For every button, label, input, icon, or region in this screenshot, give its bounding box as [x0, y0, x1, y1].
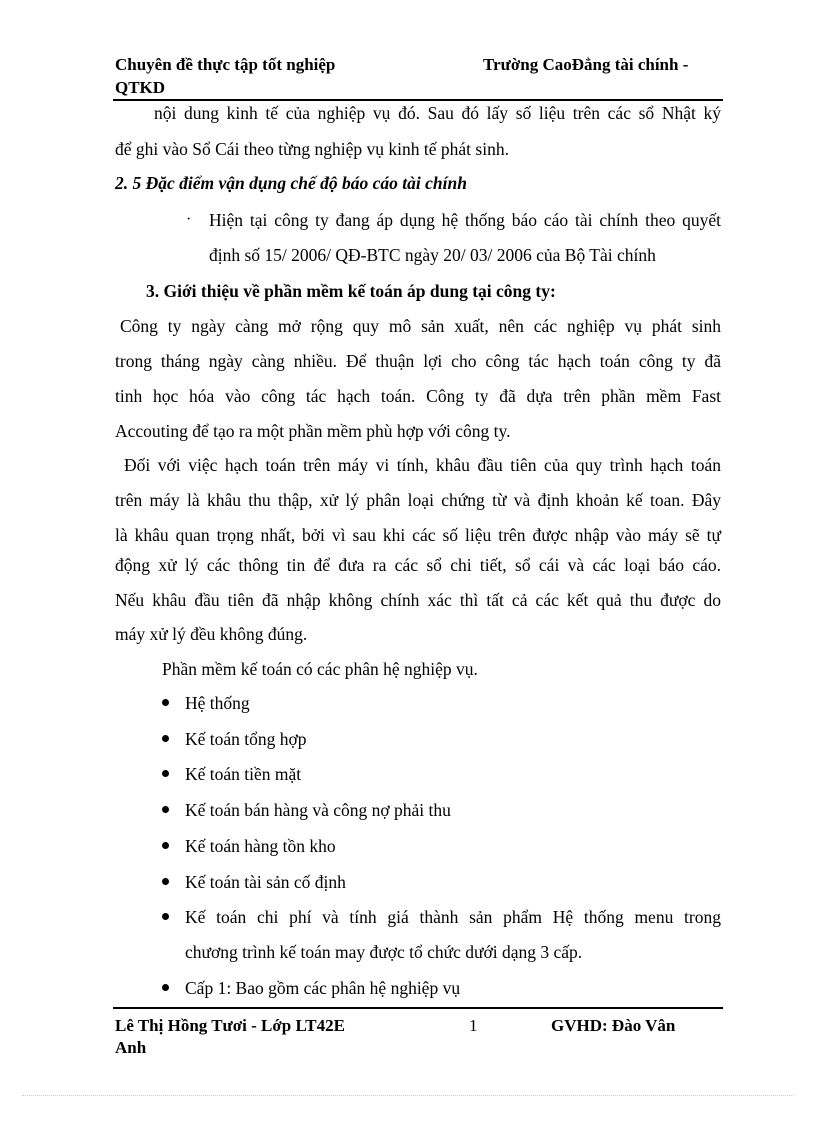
footer-advisor: GVHD: Đào Vân: [551, 1016, 676, 1035]
bullet-disc-icon: [162, 984, 169, 991]
list-item: Cấp 1: Bao gồm các phân hệ nghiệp vụ: [185, 978, 461, 998]
header-title: Chuyên đề thực tập tốt nghiệp: [115, 55, 336, 74]
paragraph-line: nội dung kinh tế của nghiệp vụ đó. Sau đó lấy số liệu trên các sổ Nhật ký: [154, 103, 721, 123]
paragraph-line: trên máy là khâu thu thập, xử lý phân loại chứng từ và định khoản kế toan. Đây: [115, 490, 721, 510]
header-school: Trường CaoĐẳng tài chính -: [483, 55, 689, 74]
list-item: Kế toán chi phí và tính giá thành sản phẩm Hệ thống menu trong: [185, 907, 721, 927]
footer-author-continued: Anh: [115, 1038, 147, 1057]
paragraph-line: để ghi vào Sổ Cái theo từng nghiệp vụ kinh tế phát sinh.: [115, 139, 509, 159]
bullet-disc-icon: [162, 699, 169, 706]
section-heading: 2. 5 Đặc điểm vận dụng chế độ báo cáo tài chính: [115, 173, 467, 193]
section-heading: 3. Giới thiệu về phần mềm kế toán áp dung tại công ty:: [146, 281, 556, 301]
bullet-marker: ·: [186, 211, 192, 228]
list-item: Kế toán tiền mặt: [185, 764, 302, 784]
header-title-continued: QTKD: [115, 78, 166, 97]
bullet-text: định số 15/ 2006/ QĐ-BTC ngày 20/ 03/ 2006 của Bộ Tài chính: [209, 245, 656, 265]
paragraph-line: Phần mềm kế toán có các phân hệ nghiệp vụ.: [162, 659, 478, 679]
bullet-disc-icon: [162, 842, 169, 849]
list-item: Kế toán hàng tồn kho: [185, 836, 336, 856]
bullet-disc-icon: [162, 878, 169, 885]
bullet-disc-icon: [162, 806, 169, 813]
paragraph-line: tinh học hóa vào công tác hạch toán. Công ty đã dựa trên phần mềm Fast: [115, 386, 721, 406]
paragraph-line: Accouting để tạo ra một phần mềm phù hợp với công ty.: [115, 421, 511, 441]
paragraph-line: Nếu khâu đầu tiên đã nhập không chính xác thì tất cả các kết quả thu được do: [115, 590, 721, 610]
list-item: Kế toán bán hàng và công nợ phải thu: [185, 800, 451, 820]
paragraph-line: máy xử lý đều không đúng.: [115, 624, 308, 644]
paragraph-line: là khâu quan trọng nhất, bởi vì sau khi các số liệu trên được nhập vào máy sẽ tự: [115, 525, 721, 545]
paragraph-line: Công ty ngày càng mở rộng quy mô sản xuất, nên các nghiệp vụ phát sinh: [120, 316, 721, 336]
footer-divider: [113, 1007, 723, 1009]
bullet-disc-icon: [162, 913, 169, 920]
bullet-text: Hiện tại công ty đang áp dụng hệ thống báo cáo tài chính theo quyết: [209, 210, 721, 230]
footer-author: Lê Thị Hồng Tươi - Lớp LT42E: [115, 1016, 345, 1035]
list-item: Hệ thống: [185, 693, 250, 713]
list-item: Kế toán tài sản cố định: [185, 872, 346, 892]
bullet-disc-icon: [162, 770, 169, 777]
list-item: Kế toán tổng hợp: [185, 729, 307, 749]
paragraph-line: Đối với việc hạch toán trên máy vi tính, khâu đầu tiên của quy trình hạch toán: [124, 455, 721, 475]
paragraph-line: động xử lý các thông tin để đưa ra các sổ chi tiết, sổ cái và các loại báo cáo.: [115, 555, 721, 575]
bullet-disc-icon: [162, 735, 169, 742]
list-item-continued: chương trình kế toán may được tổ chức dưới dạng 3 cấp.: [185, 942, 583, 962]
page-number: 1: [469, 1016, 478, 1035]
paragraph-line: trong tháng ngày càng nhiều. Để thuận lợi cho công tác hạch toán công ty đã: [115, 351, 721, 371]
page-bottom-border: [22, 1095, 794, 1096]
